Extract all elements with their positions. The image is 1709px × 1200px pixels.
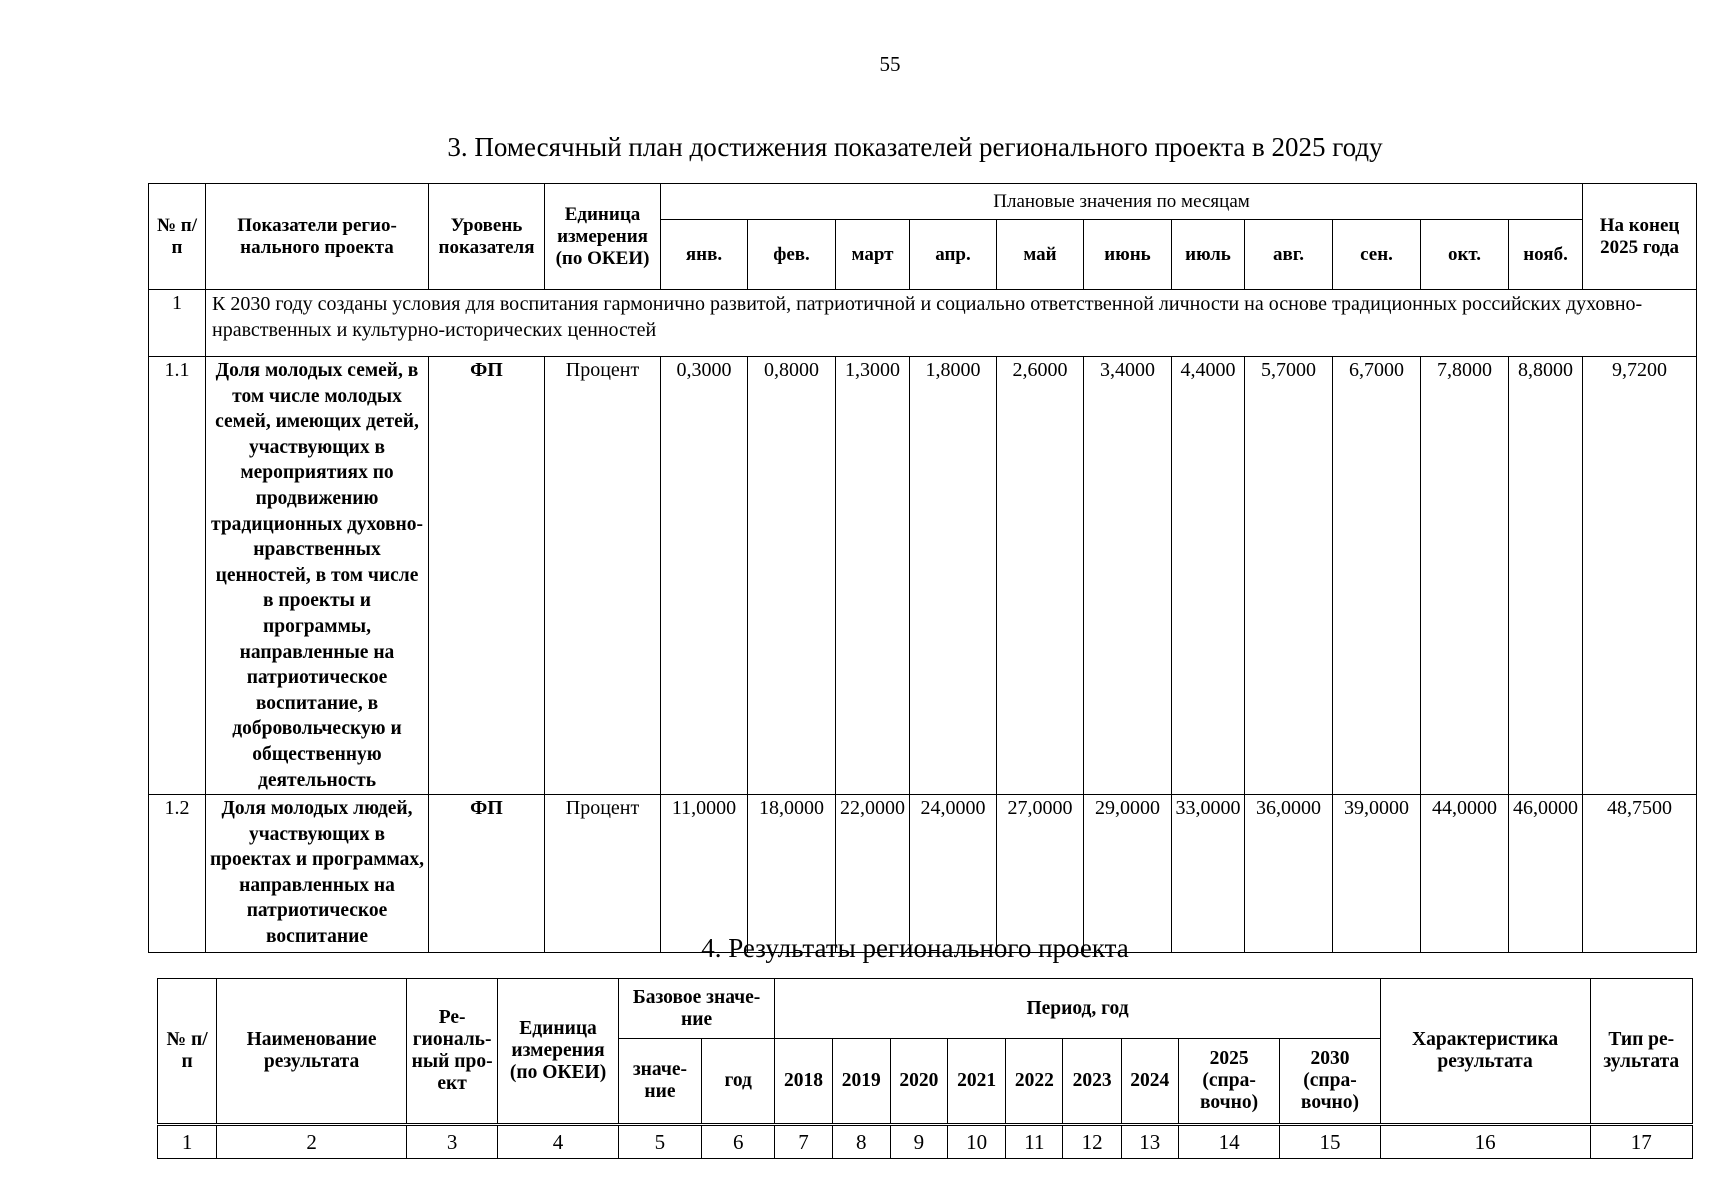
header-month: нояб. xyxy=(1509,220,1583,290)
month-value: 4,4000 xyxy=(1172,357,1245,795)
month-value: 3,4000 xyxy=(1084,357,1172,795)
column-number: 10 xyxy=(948,1125,1006,1159)
header-month: май xyxy=(997,220,1084,290)
section-3-title: 3. Помесячный план достижения показателей регионального проекта в 2025 году xyxy=(447,132,1383,162)
header-year: 2020 xyxy=(890,1039,947,1125)
header-result-type: Тип ре-зультата xyxy=(1590,979,1693,1125)
header-base-value: Базовое значе-ние xyxy=(618,979,775,1039)
month-value: 1,8000 xyxy=(910,357,997,795)
column-number: 3 xyxy=(406,1125,497,1159)
header-base-value-year: год xyxy=(702,1039,775,1125)
header-year: 2019 xyxy=(832,1039,890,1125)
row-number: 1.1 xyxy=(149,357,206,795)
month-value: 22,0000 xyxy=(836,795,910,953)
header-period: Период, год xyxy=(775,979,1380,1039)
header-end-of-year: На конец 2025 года xyxy=(1583,184,1697,290)
month-value: 27,0000 xyxy=(997,795,1084,953)
indicator-name: Доля молодых семей, в том числе молодых семей, имеющих детей, участвующих в мероприятиях по продвижению традиционных духовно-нравственных ценностей, в том числе в проекты и программы, направленные на патриотическое воспитание, в добровольческую и общественную деятельность xyxy=(206,357,429,795)
header-monthly-values: Плановые значения по месяцам xyxy=(661,184,1583,220)
month-value: 2,6000 xyxy=(997,357,1084,795)
column-number: 13 xyxy=(1121,1125,1178,1159)
column-number: 6 xyxy=(702,1125,775,1159)
column-number: 1 xyxy=(158,1125,217,1159)
month-value: 39,0000 xyxy=(1333,795,1421,953)
header-month: март xyxy=(836,220,910,290)
header-month: сен. xyxy=(1333,220,1421,290)
goal-number: 1 xyxy=(149,290,206,357)
indicator-level: ФП xyxy=(429,357,545,795)
header-month: фев. xyxy=(748,220,836,290)
month-value: 36,0000 xyxy=(1245,795,1333,953)
month-value: 11,0000 xyxy=(661,795,748,953)
month-value: 6,7000 xyxy=(1333,357,1421,795)
column-number: 2 xyxy=(217,1125,407,1159)
column-number: 4 xyxy=(498,1125,618,1159)
month-value: 24,0000 xyxy=(910,795,997,953)
end-of-year-value: 9,7200 xyxy=(1583,357,1697,795)
header-month: окт. xyxy=(1421,220,1509,290)
monthly-plan-table xyxy=(148,183,1697,953)
column-number: 16 xyxy=(1380,1125,1590,1159)
header-characteristic: Характеристика результата xyxy=(1380,979,1590,1125)
header-base-value-value: значе-ние xyxy=(618,1039,701,1125)
month-value: 46,0000 xyxy=(1509,795,1583,953)
header-year-2030: 2030 (спра-вочно) xyxy=(1280,1039,1380,1125)
column-number: 14 xyxy=(1178,1125,1279,1159)
header-year: 2023 xyxy=(1063,1039,1121,1125)
month-value: 7,8000 xyxy=(1421,357,1509,795)
month-value: 29,0000 xyxy=(1084,795,1172,953)
column-number: 15 xyxy=(1280,1125,1380,1159)
column-number: 12 xyxy=(1063,1125,1121,1159)
table-row xyxy=(149,357,1697,795)
header-unit: Единица измерения (по ОКЕИ) xyxy=(498,979,618,1125)
header-month: июнь xyxy=(1084,220,1172,290)
column-number: 7 xyxy=(775,1125,832,1159)
section-4-title: 4. Результаты регионального проекта xyxy=(701,933,1129,963)
column-numbers-row xyxy=(158,1125,1693,1159)
header-number: № п/п xyxy=(158,979,217,1125)
end-of-year-value: 48,7500 xyxy=(1583,795,1697,953)
header-unit: Единица измерения (по ОКЕИ) xyxy=(545,184,661,290)
page-number: 55 xyxy=(879,52,901,76)
month-value: 33,0000 xyxy=(1172,795,1245,953)
indicator-name: Доля молодых людей, участвующих в проектах и программах, направленных на патриотическое воспитание xyxy=(206,795,429,953)
indicator-unit: Процент xyxy=(545,795,661,953)
table-row xyxy=(149,795,1697,953)
indicator-level: ФП xyxy=(429,795,545,953)
column-number: 8 xyxy=(832,1125,890,1159)
header-month: янв. xyxy=(661,220,748,290)
header-year: 2021 xyxy=(948,1039,1006,1125)
month-value: 44,0000 xyxy=(1421,795,1509,953)
header-year-2025: 2025 (спра-вочно) xyxy=(1178,1039,1279,1125)
month-value: 18,0000 xyxy=(748,795,836,953)
goal-text: К 2030 году созданы условия для воспитания гармонично развитой, патриотичной и социально ответственной личности на основе традиционных российских духовно-нравственных и культурно-исторических ценностей xyxy=(206,290,1697,357)
header-month: авг. xyxy=(1245,220,1333,290)
indicator-unit: Процент xyxy=(545,357,661,795)
header-year: 2018 xyxy=(775,1039,832,1125)
header-month: июль xyxy=(1172,220,1245,290)
header-number: № п/п xyxy=(149,184,206,290)
month-value: 0,8000 xyxy=(748,357,836,795)
header-indicator: Показатели регио-нального проекта xyxy=(206,184,429,290)
column-number: 11 xyxy=(1006,1125,1063,1159)
header-year: 2024 xyxy=(1121,1039,1178,1125)
row-number: 1.2 xyxy=(149,795,206,953)
header-regional-project: Ре-гиональ-ный про-ект xyxy=(406,979,497,1125)
header-year: 2022 xyxy=(1006,1039,1063,1125)
results-table xyxy=(157,978,1693,1159)
column-number: 5 xyxy=(618,1125,701,1159)
header-result-name: Наименование результата xyxy=(217,979,407,1125)
month-value: 1,3000 xyxy=(836,357,910,795)
month-value: 5,7000 xyxy=(1245,357,1333,795)
month-value: 8,8000 xyxy=(1509,357,1583,795)
column-number: 17 xyxy=(1590,1125,1693,1159)
header-level: Уровень показателя xyxy=(429,184,545,290)
header-month: апр. xyxy=(910,220,997,290)
month-value: 0,3000 xyxy=(661,357,748,795)
column-number: 9 xyxy=(890,1125,947,1159)
